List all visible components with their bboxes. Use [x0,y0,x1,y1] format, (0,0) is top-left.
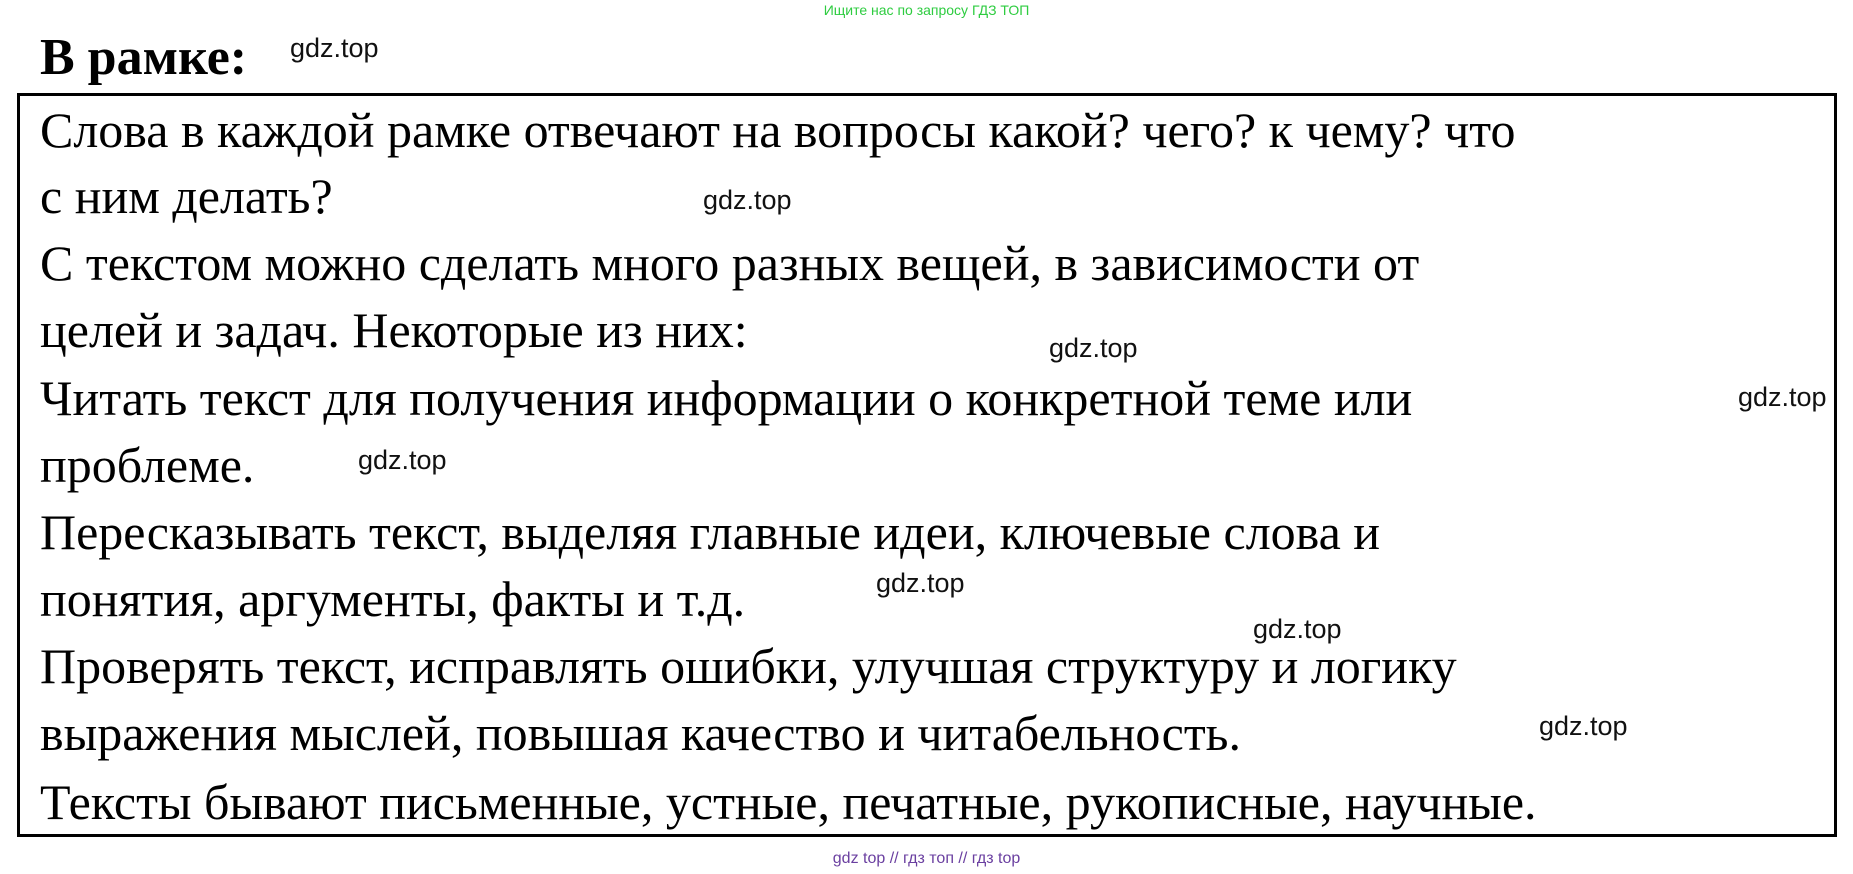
text-line: проблеме. [40,437,255,493]
text-line: Тексты бывают письменные, устные, печатные, рукописные, научные. [40,774,1537,830]
watermark: gdz.top [1253,614,1342,644]
text-line: Читать текст для получения информации о конкретной теме или [40,370,1413,426]
text-line: с ним делать? [40,168,333,224]
text-line: выражения мыслей, повышая качество и читабельность. [40,705,1241,761]
watermark: gdz.top [358,445,447,475]
text-line: понятия, аргументы, факты и т.д. [40,571,746,627]
text-line: целей и задач. Некоторые из них: [40,302,748,358]
text-line: Слова в каждой рамке отвечают на вопросы какой? чего? к чему? что [40,102,1516,158]
watermark: gdz.top [876,568,965,598]
text-line: С текстом можно сделать много разных вещей, в зависимости от [40,235,1420,291]
text-line: Проверять текст, исправлять ошибки, улучшая структуру и логику [40,638,1457,694]
footer: gdz top // гдз топ // гдз top [832,850,1021,867]
watermark: gdz.top [1539,711,1628,741]
top-banner: Ищите нас по запросу ГДЗ ТОП [823,2,1030,18]
watermark: gdz.top [1049,333,1138,363]
text-line: Пересказывать текст, выделяя главные идеи, ключевые слова и [40,504,1381,560]
watermark: gdz.top [1738,382,1827,412]
watermark: gdz.top [703,185,792,215]
page-heading: В рамке: [40,29,248,86]
watermark: gdz.top [290,33,379,63]
